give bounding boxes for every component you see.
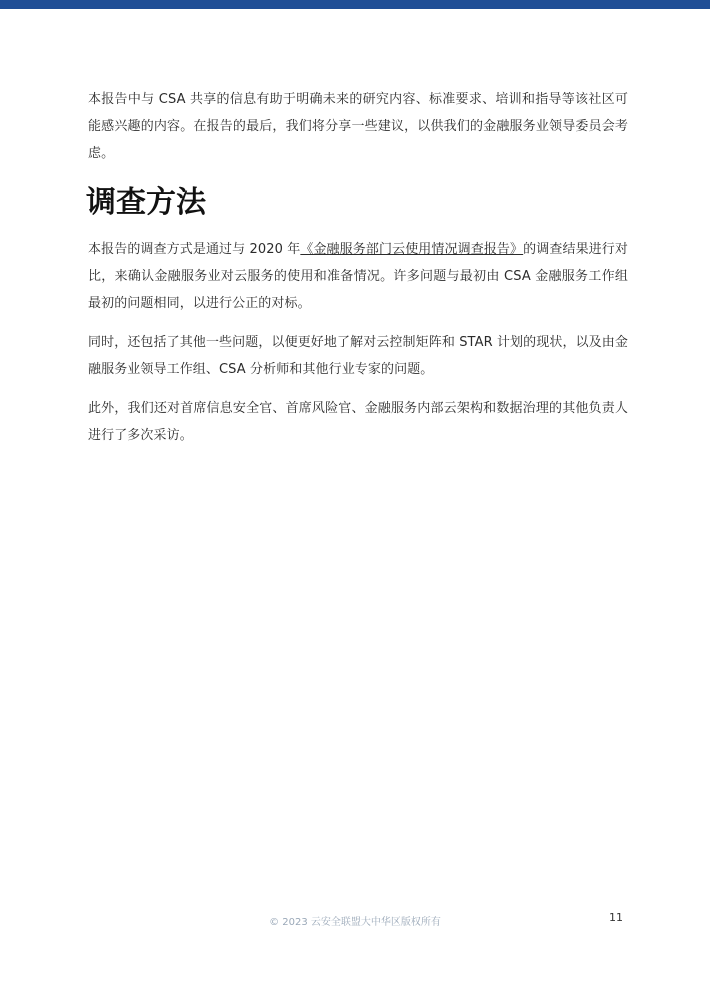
page-content — [88, 86, 628, 449]
top-accent-bar — [0, 0, 710, 9]
method-paragraph-3: 此外，我们还对首席信息安全官、首席风险官、金融服务内部云架构和数据治理的其他负责人进行了多次采访。 — [88, 401, 628, 443]
method-text-start: 本报告的调查方式是通过与 2020 年 — [88, 242, 301, 257]
page-number: 11 — [609, 911, 623, 924]
intro-paragraph: 本报告中与 CSA 共享的信息有助于明确未来的研究内容、标准要求、培训和指导等该社区可能感兴趣的内容。在报告的最后，我们将分享一些建议，以供我们的金融服务业领导委员会考虑。 — [88, 92, 628, 161]
section-heading: 调查方法 — [86, 185, 206, 220]
method-paragraph-1 — [88, 236, 628, 317]
footer-copyright: © 2023 云安全联盟大中华区版权所有 — [269, 917, 441, 928]
report-link[interactable]: 《金融服务部门云使用情况调查报告》 — [300, 242, 524, 257]
method-paragraph-2: 同时，还包括了其他一些问题，以便更好地了解对云控制矩阵和 STAR 计划的现状，以及由金融服务业领导工作组、CSA 分析师和其他行业专家的问题。 — [88, 335, 628, 377]
method-text-end: 的调查结果进行对比，来确认金融服务业对云服务的使用和准备情况。许多问题与最初由 CSA 金融服务工作组最初的问题相同，以进行公正的对标。 — [88, 242, 628, 311]
